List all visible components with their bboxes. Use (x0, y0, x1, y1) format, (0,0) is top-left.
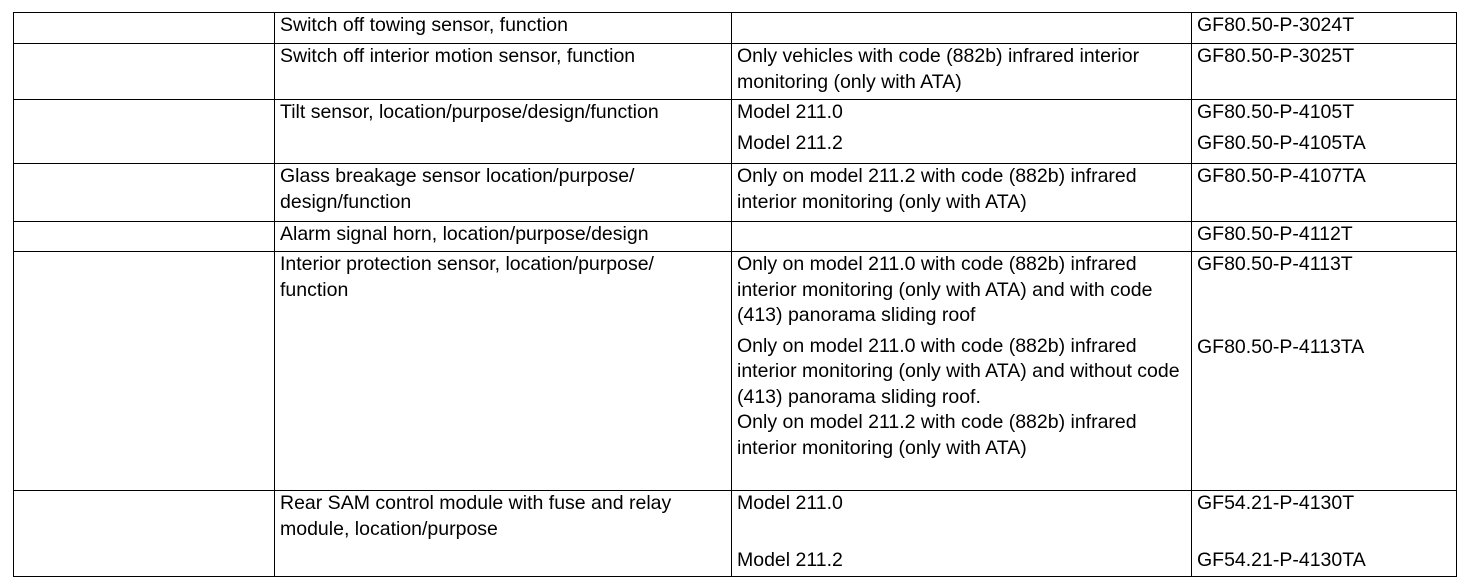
table-row (14, 222, 1457, 252)
note-cell: Only vehicles with code (882b) infrared interior monitoring (only with ATA) (732, 44, 1192, 100)
note-cell (732, 13, 1192, 44)
topic-cell: Switch off interior motion sensor, function (275, 44, 732, 100)
document-table (13, 12, 1457, 577)
table-row (14, 491, 1457, 577)
note-item: Only on model 211.0 with code (882b) infrared interior monitoring (only with ATA) and without code (413) panorama sliding roof. (737, 334, 1180, 408)
blank-cell (14, 100, 275, 164)
table-row (14, 44, 1457, 100)
note-item: Only on model 211.2 with code (882b) infrared interior monitoring (only with ATA) (737, 411, 1137, 459)
topic-cell: Switch off towing sensor, function (275, 13, 732, 44)
blank-cell (14, 252, 275, 491)
blank-cell (14, 44, 275, 100)
note-cell (732, 222, 1192, 252)
topic-cell: Interior protection sensor, location/purpose/ function (275, 252, 732, 491)
table-row (14, 13, 1457, 44)
topic-cell: Glass breakage sensor location/purpose/ design/function (275, 164, 732, 222)
document-id-cell: GF80.50-P-3024T (1192, 13, 1457, 44)
document-id: GF54.21-P-4130T (1197, 492, 1355, 514)
blank-cell (14, 13, 275, 44)
note-cell (732, 252, 1192, 491)
document-id-cell (1192, 100, 1457, 164)
document-id-cell: GF80.50-P-4107TA (1192, 164, 1457, 222)
note-cell (732, 100, 1192, 164)
table-row (14, 100, 1457, 164)
blank-cell (14, 164, 275, 222)
note-item: Model 211.0 (737, 101, 843, 123)
note-item: Only on model 211.0 with code (882b) infrared interior monitoring (only with ATA) and with code (413) panorama sliding roof (737, 253, 1153, 326)
topic-cell: Alarm signal horn, location/purpose/design (275, 222, 732, 252)
document-id: GF80.50-P-4113TA (1197, 335, 1365, 358)
document-id: GF80.50-P-4105TA (1197, 131, 1366, 154)
blank-cell (14, 222, 275, 252)
note-item: Model 211.0 (737, 492, 843, 514)
document-id: GF80.50-P-4105T (1197, 101, 1355, 123)
note-item: Model 211.2 (737, 131, 843, 154)
table-row (14, 252, 1457, 491)
note-cell: Only on model 211.2 with code (882b) infrared interior monitoring (only with ATA) (732, 164, 1192, 222)
topic-cell: Tilt sensor, location/purpose/design/function (275, 100, 732, 164)
document-id-cell: GF80.50-P-4112T (1192, 222, 1457, 252)
blank-cell (14, 491, 275, 577)
document-id-cell (1192, 252, 1457, 491)
document-id-cell: GF80.50-P-3025T (1192, 44, 1457, 100)
note-item: Model 211.2 (737, 548, 843, 571)
document-id-cell (1192, 491, 1457, 577)
document-id: GF80.50-P-4113T (1197, 253, 1353, 275)
note-cell (732, 491, 1192, 577)
table-row (14, 164, 1457, 222)
document-id: GF54.21-P-4130TA (1197, 548, 1366, 571)
topic-cell: Rear SAM control module with fuse and relay module, location/purpose (275, 491, 732, 577)
